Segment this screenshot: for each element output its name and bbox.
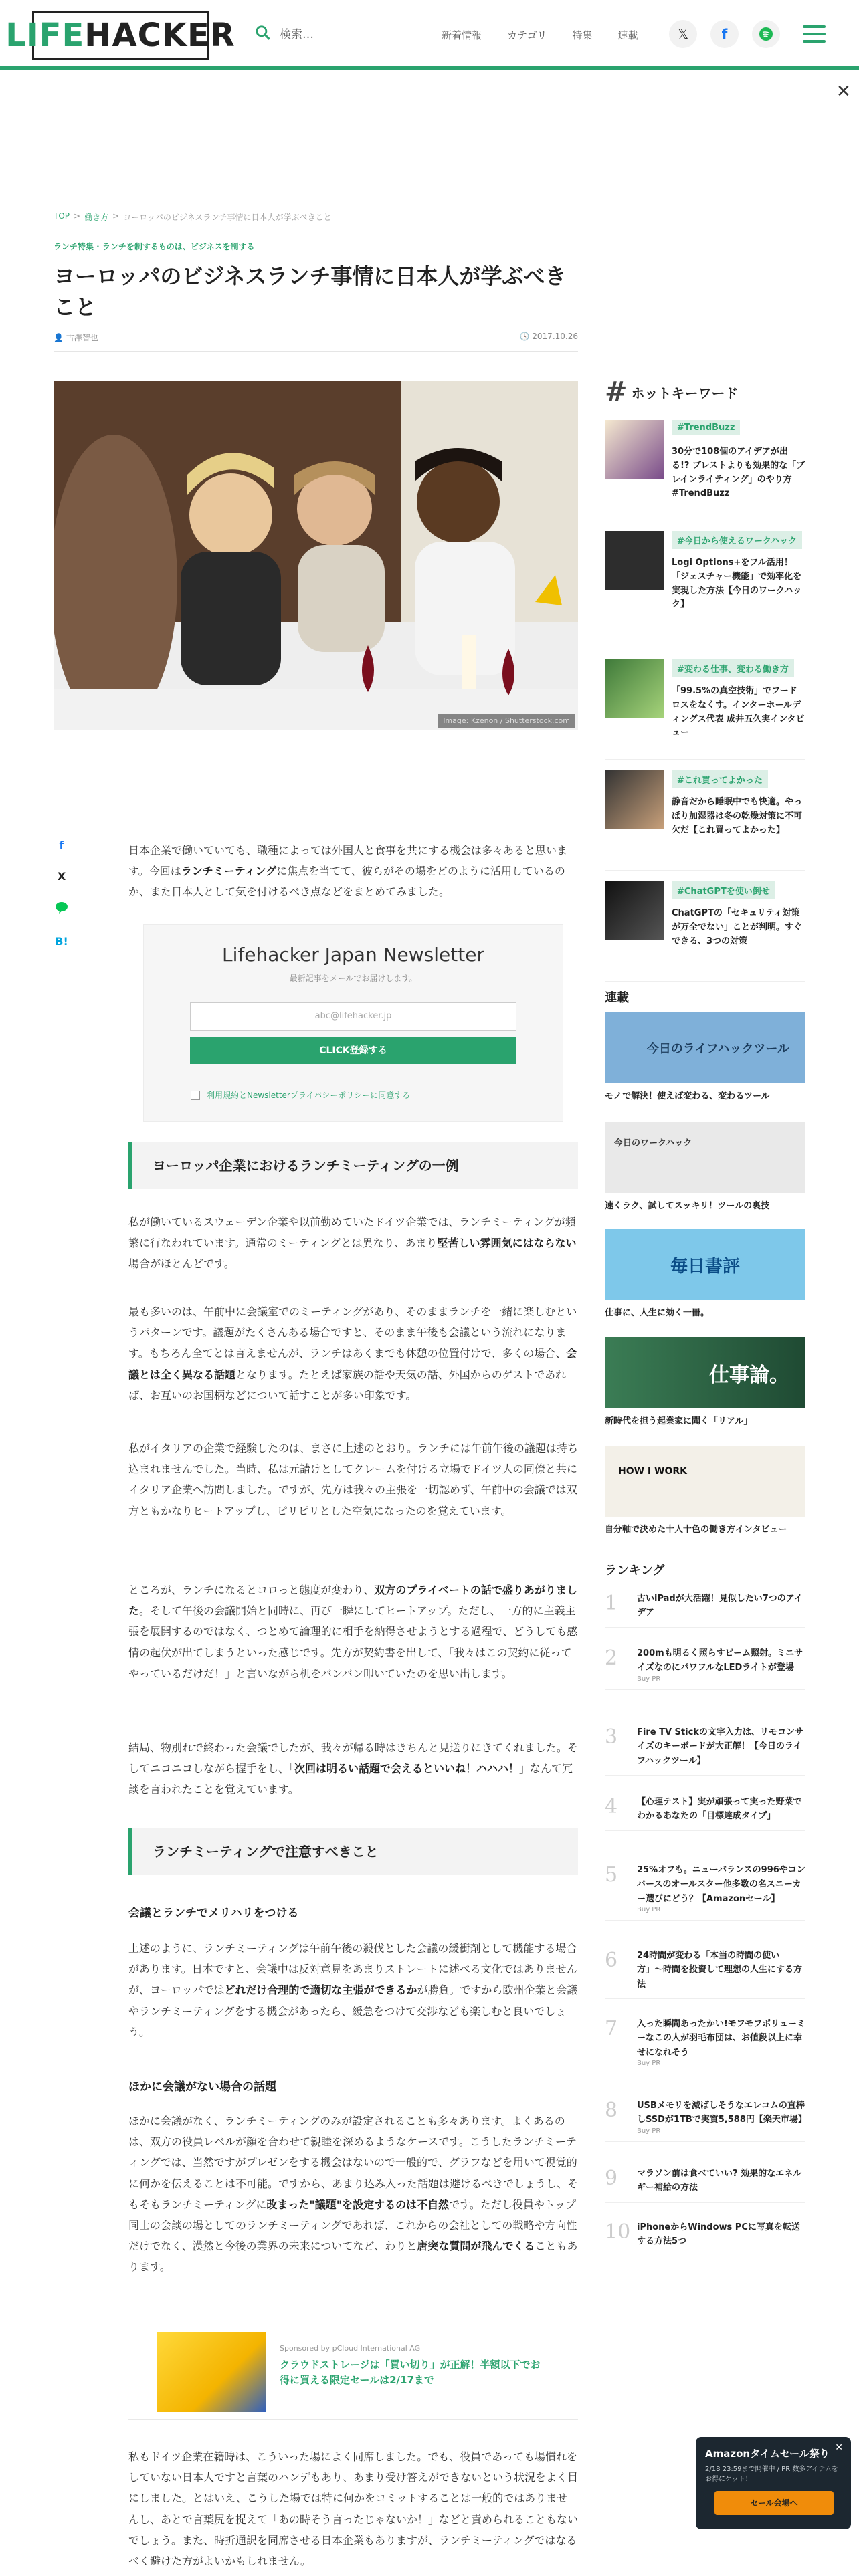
popup-subtitle: 2/18 23:59まで開催中 / PR 数多アイテムをお得にゲット！	[705, 2466, 838, 2483]
ranking-item[interactable]	[605, 1592, 805, 1628]
search-icon	[254, 24, 272, 41]
hero-image	[54, 381, 578, 730]
hot-item[interactable]	[605, 881, 805, 982]
consent-checkbox[interactable]	[191, 1091, 200, 1100]
series-item[interactable]	[605, 1446, 805, 1535]
breadcrumb: TOP > 働き方 > ヨーロッパのビジネスランチ事情に日本人が学ぶべきこと	[54, 211, 332, 222]
series-banner: 今日のライフハックツール	[605, 1012, 805, 1083]
ranking-number: 8	[605, 2099, 618, 2122]
hatena-share-icon[interactable]: B!	[55, 935, 68, 948]
promo-sponsor: Sponsored by pCloud International AG	[280, 2344, 421, 2353]
ranking-title[interactable]: 200mも明るく照らすビーム照射。ミニサイズなのにパワフルなLEDライトが登場	[637, 1648, 803, 1673]
series-title[interactable]: 自分軸で決めた十人十色の働き方インタビュー	[605, 1525, 787, 1535]
ranking-item[interactable]	[605, 2099, 805, 2142]
hot-item-thumbnail	[605, 420, 664, 479]
ranking-item[interactable]	[605, 2220, 805, 2256]
paragraph-7: ほかに会議がなく、ランチミーティングのみが設定されることも多々あります。よくあるのは、双方の役員レベルが顔を合わせて親睦を深めるようなケースです。こうしたランチミーティングでは、当然ですがプレゼンをする機会はないので一般的で、グラフなどを用いて視覚的に何かを伝えることは不可能。ですから、あまり込み入った話題は避けるべきでしょうし、そもそもランチミーティングに改まった"議題"を設定するのは不自然です。ただし役員やトップ同士の会談の場としてのランチミーティングであれば、これからの会社としての戦略や方向性だけでなく、漠然と今後の業界の未来についてなど、わりと唐突な質問が飛んでくることもあります。	[128, 2115, 579, 2274]
series-item[interactable]	[605, 1229, 805, 1318]
series-banner: 仕事論。	[605, 1337, 805, 1408]
line-share-icon[interactable]	[54, 901, 70, 916]
series-title[interactable]: 仕事に、人生に効く一冊。	[605, 1308, 710, 1318]
facebook-share-icon[interactable]: f	[59, 839, 64, 851]
series-banner: 毎日書評	[605, 1229, 805, 1300]
ranking-number: 5	[605, 1863, 618, 1887]
hot-item[interactable]	[605, 659, 805, 760]
main-nav	[442, 28, 638, 42]
ranking-number: 10	[605, 2220, 631, 2244]
ranking-title[interactable]: iPhoneからWindows PCに写真を転送する方法5つ	[637, 2222, 800, 2247]
x-share-icon[interactable]: X	[57, 870, 66, 883]
hot-item-thumbnail	[605, 659, 664, 718]
site-header	[0, 0, 859, 70]
series-title[interactable]: モノで解決！使えば変わる、変わるツール	[605, 1091, 770, 1101]
hot-item[interactable]	[605, 770, 805, 871]
series-item[interactable]	[605, 1122, 805, 1211]
ranking-number: 7	[605, 2017, 618, 2040]
hot-item-title[interactable]: ChatGPTの「セキュリティ対策が万全でない」ことが判明。すぐできる、3つの対策	[672, 908, 803, 946]
newsletter-subtitle: 最新記事をメールでお届けします。	[289, 974, 417, 983]
nav-series[interactable]: 連載	[617, 29, 638, 41]
section-heading-1: ヨーロッパ企業におけるランチミーティングの一例	[128, 1142, 578, 1189]
nav-latest[interactable]: 新着情報	[442, 29, 482, 41]
ranking-item[interactable]	[605, 1646, 805, 1690]
hot-item-thumbnail	[605, 770, 664, 829]
logo-part2: HACKER	[84, 17, 235, 54]
ranking-title[interactable]: USBメモリを減ばしそうなエレコムの直棒しSSDが1TBで実質5,588円【楽天市場】	[637, 2101, 807, 2125]
hot-item-title[interactable]: 30分で108個のアイデアが出る!? ブレストよりも効果的な「ブレインライティング」のやり方 #TrendBuzz	[672, 447, 805, 499]
ranking-item[interactable]	[605, 2167, 805, 2203]
hero-illustration	[54, 381, 578, 730]
article-category[interactable]: ランチ特集 · ランチを制するものは、ビジネスを制する	[54, 242, 255, 251]
ranking-pr: Buy PR	[637, 1675, 661, 1683]
series-banner: 今日のワークハック	[605, 1122, 805, 1193]
hot-item-tag[interactable]: #変わる仕事、変わる働き方	[672, 659, 794, 677]
search-placeholder: 検索…	[280, 27, 314, 41]
amazon-sale-popup[interactable]	[696, 2437, 851, 2529]
ranking-item[interactable]	[605, 1725, 805, 1776]
hot-item[interactable]	[605, 420, 805, 520]
ranking-pr: Buy PR	[637, 2127, 661, 2135]
subheading-2: ほかに会議がない場合の話題	[128, 2080, 276, 2094]
hot-item-tag[interactable]: #TrendBuzz	[672, 420, 740, 435]
ranking-title[interactable]: 24時間が変わる「本当の時間の使い方」〜時間を投資して理想の人生にする方法	[637, 1951, 803, 1990]
promo-title[interactable]: クラウドストレージは「買い切り」が正解！半額以下でお得に買える限定セールは2/17まで	[280, 2359, 541, 2386]
author[interactable]: 👤 古澤智也	[54, 333, 98, 342]
nav-category[interactable]: カテゴリ	[507, 29, 547, 41]
newsletter-email-field[interactable]: abc@lifehacker.jp	[190, 1002, 516, 1031]
popup-title: Amazonタイムセール祭り	[705, 2448, 830, 2460]
paragraph-6: 上述のように、ランチミーティングは午前午後の殺伐とした会議の緩衝剤として機能する場合があります。日本ですと、会議中は反対意見をあまりストレートに述べる文化ではありませんが、ヨーロッパではどれだけ合理的で適切な主張ができるかが勝負。ですから欧州企業と会議やランチミーティングをする機会があったら、緩急をつけて交渉なども楽しむと良いでしょう。	[128, 1942, 578, 2038]
facebook-icon[interactable]: f	[710, 20, 739, 48]
ranking-title[interactable]: 入った瞬間あったかい!モフモフポリューミーなこの人が羽毛布団は、お値段以上に幸せになれそう	[637, 2019, 805, 2058]
logo-part1: LIFE	[5, 17, 85, 54]
hot-item-tag[interactable]: #今日から使えるワークハック	[672, 531, 802, 549]
series-item[interactable]	[605, 1012, 805, 1101]
breadcrumb-top[interactable]: TOP	[54, 211, 70, 221]
hot-item-tag[interactable]: #これ買ってよかった	[672, 770, 768, 788]
ranking-number: 1	[605, 1592, 618, 1615]
subheading-1: 会議とランチでメリハリをつける	[128, 1907, 299, 1920]
breadcrumb-category[interactable]: 働き方	[84, 213, 109, 222]
ranking-title[interactable]: 25%オフも。ニューバランスの996やコンバースのオールスター他多数の名スニーカー選びにどう？【Amazonセール】	[637, 1865, 805, 1904]
promo-image	[157, 2332, 266, 2412]
search-box[interactable]	[254, 24, 314, 41]
paragraph-1: 私が働いているスウェーデン企業や以前勤めていたドイツ企業では、ランチミーティングが頻繁に行なわれています。通常のミーティングとは異なり、あまり堅苦しい雰囲気にはならない場合がほとんどです。	[128, 1216, 577, 1271]
page-title: ヨーロッパのビジネスランチ事情に日本人が学ぶべきこと	[54, 263, 567, 320]
series-heading: 連載	[605, 991, 629, 1005]
paragraph-3: 私がイタリアの企業で経験したのは、まさに上述のとおり。ランチには午前午後の議題は持ち込まれませんでした。当時、私は元請けとしてクレームを付ける立場でドイツ人の同僚と共にイタリア企業へ訪問しました。ですが、先方は我々の主張を一切認めず、午前中の会議では双方ともかなりヒートアップし、ピリピリとした空気になったのを覚えています。	[128, 1442, 579, 1517]
popup-cta-button[interactable]: セール会場へ	[714, 2491, 834, 2515]
newsletter-consent[interactable]	[191, 1089, 410, 1101]
publish-date-value: 2017.10.26	[532, 332, 578, 341]
ranking-title[interactable]: 【心理テスト】実が頑張って実った野菜でわかるあなたの「目標達成タイプ」	[637, 1797, 802, 1822]
ranking-title[interactable]: 古いiPadが大活躍！見似したい7つのアイデア	[637, 1594, 803, 1618]
section-heading-2: ランチミーティングで注意すべきこと	[128, 1828, 578, 1875]
hot-item-title[interactable]: 「99.5%の真空技術」でフードロスをなくす。インターホールディングス代表 成井五久実インタビュー	[672, 686, 805, 738]
ranking-item[interactable]	[605, 1795, 805, 1831]
ranking-title[interactable]: マラソン前は食べていい? 効果的なエネルギー補給の方法	[637, 2169, 802, 2193]
breadcrumb-current: ヨーロッパのビジネスランチ事情に日本人が学ぶべきこと	[123, 213, 332, 222]
ranking-pr: Buy PR	[637, 2060, 661, 2068]
newsletter-box	[143, 924, 563, 1122]
ad-close-button[interactable]: ✕	[836, 82, 851, 102]
consent-label: 利用規約とNewsletterプライバシーポリシーに同意する	[207, 1091, 411, 1100]
newsletter-submit-button[interactable]: CLICK登録する	[190, 1037, 516, 1064]
article-meta	[54, 332, 578, 352]
popup-close-icon[interactable]: ✕	[835, 2442, 843, 2453]
site-logo[interactable]	[5, 11, 235, 60]
intro-paragraph: 日本企業で働いていても、職種によっては外国人と食事を共にする機会は多々あると思います。今回はランチミーティングに焦点を当てて、彼らがその場をどのように活用しているのか、また日本人として気を付けるべき点などをまとめてみました。	[128, 844, 568, 899]
hamburger-menu-icon[interactable]	[803, 25, 826, 43]
series-item[interactable]	[605, 1337, 805, 1426]
ranking-title[interactable]: Fire TV Stickの文字入力は、リモコンサイズのキーボードが大正解！【今日のライフハックツール】	[637, 1727, 803, 1766]
share-bar	[54, 839, 70, 948]
sponsored-promo[interactable]	[128, 2317, 578, 2420]
newsletter-title: Lifehacker Japan Newsletter	[222, 944, 484, 966]
ranking-number: 6	[605, 1949, 618, 1972]
series-banner: HOW I WORK	[605, 1446, 805, 1517]
x-icon[interactable]: 𝕏	[669, 20, 697, 48]
nav-feature[interactable]: 特集	[572, 29, 593, 41]
social-links	[669, 20, 780, 48]
hot-item-title[interactable]: Logi Options+をフル活用！「ジェスチャー機能」で効率化を実現した方法【今日のワークハック】	[672, 558, 802, 610]
hot-item-title[interactable]: 静音だから睡眠中でも快適。やっぱり加湿器は冬の乾燥対策に不可欠だ【これ買ってよかった】	[672, 797, 803, 835]
image-credit: Image: Kzenon / Shutterstock.com	[438, 714, 575, 728]
hot-keywords-heading	[605, 379, 739, 405]
ranking-number: 2	[605, 1646, 618, 1670]
ranking-item[interactable]	[605, 1863, 805, 1921]
ranking-number: 9	[605, 2167, 618, 2190]
hot-item-thumbnail	[605, 531, 664, 590]
hot-item-tag[interactable]: #ChatGPTを使い倒せ	[672, 881, 775, 899]
hot-item[interactable]	[605, 531, 805, 631]
paragraph-4: ところが、ランチになるとコロっと態度が変わり、双方のプライベートの話で盛りあがりました。そして午後の会議開始と同時に、再び一瞬にしてヒートアップ。ただし、一方的に主義主張を展開するのではなく、つとめて論理的に相手を納得させようとする過程で、どうしても感情の起伏が出てしまうといった感じです。先方が契約書を出して、「我々はこの契約に従ってやっているだけだ！」と言いながら机をバンバン叩いていたのを思い出します。	[128, 1584, 578, 1680]
paragraph-5: 結局、物別れで終わった会議でしたが、我々が帰る時はきちんと見送りにきてくれました。そしてニコニコしながら握手をし、「次回は明るい話題で会えるといいね！ハハハ！」なんて冗談を言われたことを覚えています。	[128, 1741, 578, 1796]
series-title[interactable]: 速くラク、試してスッキリ！ツールの裏技	[605, 1201, 770, 1211]
hash-icon: #	[605, 377, 628, 407]
ranking-number: 3	[605, 1725, 618, 1749]
paragraph-8: 私もドイツ企業在籍時は、こういった場によく同席しました。でも、役員であっても場慣れをしていない日本人ですと言葉のハンデもあり、あまり受け答えができないという状況をよく目にしました。とはいえ、こうした場では特に何かをコミットすることは一般的ではありませんし、あとで言葉尻を捉えて「あの時そう言ったじゃないか！」などと責められることもないでしょう。また、時折通訳を同席させる日本企業もありますが、ランチミーティングではなるべく避けた方がよいかもしれません。	[128, 2450, 579, 2567]
ranking-number: 4	[605, 1795, 618, 1818]
ranking-pr: Buy PR	[637, 1906, 661, 1914]
ranking-item[interactable]	[605, 2017, 805, 2074]
publish-date: 🕓 2017.10.26	[519, 332, 578, 341]
author-name: 古澤智也	[66, 333, 98, 342]
ranking-heading: ランキング	[605, 1564, 665, 1578]
spotify-icon[interactable]	[752, 20, 780, 48]
hot-item-thumbnail	[605, 881, 664, 940]
paragraph-2: 最も多いのは、午前中に会議室でのミーティングがあり、そのままランチを一緒に楽しむというパターンです。議題がたくさんある場合ですと、そのまま午後も会議という流れになります。もちろん全てとは言えませんが、ランチはあくまでも休憩の位置付けで、多くの場合、会議とは全く異なる話題となります。たとえば家族の話や天気の話、外国からのゲストであれば、お互いのお国柄などについて話すことが多い印象です。	[128, 1305, 577, 1402]
ranking-item[interactable]	[605, 1949, 805, 1999]
hot-keywords-title: ホットキーワード	[631, 385, 739, 401]
series-title[interactable]: 新時代を担う起業家に聞く「リアル」	[605, 1416, 753, 1426]
